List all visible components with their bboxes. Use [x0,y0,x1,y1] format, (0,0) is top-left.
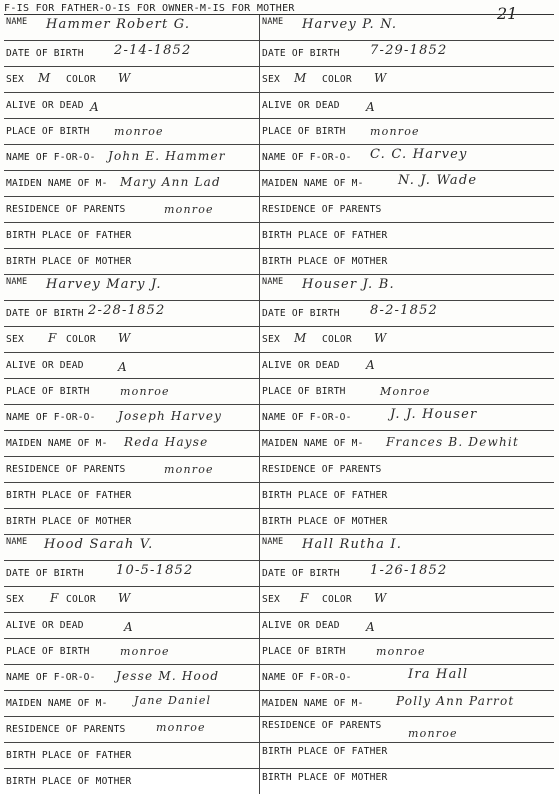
pob-label: PLACE OF BIRTH [262,646,346,657]
record-1-name: Hammer Robert G. [46,17,191,32]
record-6-mother-cell [260,691,554,716]
color-label: COLOR [66,594,96,605]
record-5-dob-cell [4,561,260,586]
record-1-sex: M [38,71,52,85]
bp-mother-label: BIRTH PLACE OF MOTHER [6,516,132,527]
record-5-mother: Jane Daniel [134,694,212,707]
record-1-mother-cell [4,171,260,196]
record-4-alive: A [366,358,376,372]
record-6-color: W [374,591,388,605]
record-2-alive-cell [260,93,554,118]
record-3-father: Joseph Harvey [118,409,223,423]
pob-row [4,379,554,405]
record-6-residence-cell [260,717,554,742]
alive-label: ALIVE OR DEAD [6,100,84,111]
record-6-bpm-cell [260,769,554,794]
dob-label: DATE OF BIRTH [262,48,340,59]
color-label: COLOR [66,74,96,85]
mother-row [4,431,554,457]
record-1-alive: A [90,100,100,114]
record-2-dob-cell [260,41,554,66]
color-label: COLOR [322,594,352,605]
record-4-name: Houser J. B. [302,277,395,292]
record-4-mother: Frances B. Dewhit [386,435,519,449]
record-3-mother: Reda Hayse [124,435,209,449]
record-6-dob: 1-26-1852 [370,563,448,578]
father-label: NAME OF F-OR-O- [6,672,96,683]
sex-label: SEX [6,594,24,605]
bp-father-label: BIRTH PLACE OF FATHER [262,230,388,241]
record-4-dob-cell [260,301,554,326]
record-4-dob: 8-2-1852 [370,303,439,318]
record-2-name: Harvey P. N. [302,17,398,32]
dob-row [4,561,554,587]
pob-row [4,119,554,145]
record-6-alive: A [366,620,376,634]
record-6-sex-cell [260,587,554,612]
sex-color-row [4,67,554,93]
mother-label: MAIDEN NAME OF M- [6,438,108,449]
sex-label: SEX [262,594,280,605]
pob-label: PLACE OF BIRTH [262,126,346,137]
record-5-bpf-cell [4,743,260,768]
record-1-cell [4,15,260,40]
father-label: NAME OF F-OR-O- [262,412,352,423]
father-label: NAME OF F-OR-O- [6,412,96,423]
residence-label: RESIDENCE OF PARENTS [6,464,126,475]
record-grid [4,14,554,794]
dob-row [4,41,554,67]
bp-father-row [4,743,554,769]
alive-row [4,613,554,639]
record-3-sex: F [48,331,58,345]
record-1-mother: Mary Ann Lad [120,175,221,189]
bp-father-label: BIRTH PLACE OF FATHER [6,230,132,241]
record-6-father-cell [260,665,554,690]
record-5-color: W [118,591,132,605]
alive-label: ALIVE OR DEAD [262,360,340,371]
pob-label: PLACE OF BIRTH [6,386,90,397]
record-1-residence: monroe [164,203,214,216]
page-number: 21 [497,4,518,23]
record-3-pob: monroe [120,385,170,398]
record-5-sex-cell [4,587,260,612]
record-4-pob-cell [260,379,554,404]
alive-row [4,93,554,119]
record-2-dob: 7-29-1852 [370,43,448,58]
record-6-cell [260,535,554,560]
record-2-cell [260,15,554,40]
record-3-bpm-cell [4,509,260,534]
residence-label: RESIDENCE OF PARENTS [262,204,382,215]
pob-label: PLACE OF BIRTH [262,386,346,397]
record-6-alive-cell [260,613,554,638]
record-5-father: Jesse M. Hood [116,669,220,683]
record-6-bpf-cell [260,743,554,768]
record-3-dob-cell [4,301,260,326]
record-4-sex-cell [260,327,554,352]
record-3-alive: A [118,360,128,374]
record-5-mother-cell [4,691,260,716]
name-label: NAME [262,537,284,547]
record-4-sex: M [294,331,308,345]
father-row [4,405,554,431]
name-label: NAME [262,17,284,27]
name-label: NAME [6,17,28,27]
name-label: NAME [6,277,28,287]
sex-label: SEX [6,334,24,345]
record-1-color: W [118,71,132,85]
record-5-alive-cell [4,613,260,638]
dob-label: DATE OF BIRTH [262,568,340,579]
record-5-cell [4,535,260,560]
name-row [4,535,554,561]
record-4-bpf-cell [260,483,554,508]
mother-label: MAIDEN NAME OF M- [262,438,364,449]
record-2-sex: M [294,71,308,85]
name-row [4,275,554,301]
record-1-alive-cell [4,93,260,118]
residence-label: RESIDENCE OF PARENTS [6,724,126,735]
record-5-pob: monroe [120,645,170,658]
record-3-mother-cell [4,431,260,456]
name-label: NAME [6,537,28,547]
record-6-residence: monroe [408,727,458,740]
record-6-father: Ira Hall [408,667,469,682]
record-2-alive: A [366,100,376,114]
mother-label: MAIDEN NAME OF M- [262,178,364,189]
dob-label: DATE OF BIRTH [6,48,84,59]
record-1-bpf-cell [4,223,260,248]
residence-row [4,197,554,223]
mother-row [4,691,554,717]
record-6-mother: Polly Ann Parrot [396,694,515,708]
bp-father-row [4,483,554,509]
father-label: NAME OF F-OR-O- [6,152,96,163]
record-3-alive-cell [4,353,260,378]
alive-label: ALIVE OR DEAD [262,620,340,631]
bp-mother-label: BIRTH PLACE OF MOTHER [6,776,132,787]
record-5-dob: 10-5-1852 [116,563,194,578]
bp-father-row [4,223,554,249]
record-4-bpm-cell [260,509,554,534]
record-5-residence: monroe [156,721,206,734]
sex-label: SEX [262,74,280,85]
sex-label: SEX [6,74,24,85]
record-3-dob: 2-28-1852 [88,303,166,318]
record-4-cell [260,275,554,300]
record-4-residence-cell [260,457,554,482]
residence-label: RESIDENCE OF PARENTS [262,720,382,731]
name-label: NAME [262,277,284,287]
record-2-father-cell [260,145,554,170]
color-label: COLOR [66,334,96,345]
record-1-dob-cell [4,41,260,66]
record-5-residence-cell [4,717,260,742]
sex-label: SEX [262,334,280,345]
name-row [4,15,554,41]
residence-label: RESIDENCE OF PARENTS [6,204,126,215]
pob-label: PLACE OF BIRTH [6,646,90,657]
sex-color-row [4,327,554,353]
bp-mother-row [4,509,554,535]
record-6-name: Hall Rutha I. [302,537,403,552]
record-2-mother: N. J. Wade [398,173,478,188]
record-5-bpm-cell [4,769,260,794]
bp-mother-label: BIRTH PLACE OF MOTHER [262,516,388,527]
record-1-father-cell [4,145,260,170]
color-label: COLOR [322,334,352,345]
record-5-alive: A [124,620,134,634]
record-6-pob: monroe [376,645,426,658]
dob-row [4,301,554,327]
record-3-color: W [118,331,132,345]
record-3-sex-cell [4,327,260,352]
record-3-residence-cell [4,457,260,482]
record-1-pob: monroe [114,125,164,138]
sex-color-row [4,587,554,613]
bp-mother-label: BIRTH PLACE OF MOTHER [6,256,132,267]
record-1-sex-cell [4,67,260,92]
pob-label: PLACE OF BIRTH [6,126,90,137]
record-2-sex-cell [260,67,554,92]
record-2-mother-cell [260,171,554,196]
pob-row [4,639,554,665]
residence-row [4,457,554,483]
alive-label: ALIVE OR DEAD [262,100,340,111]
record-6-dob-cell [260,561,554,586]
record-4-father: J. J. Houser [390,407,478,422]
mother-label: MAIDEN NAME OF M- [262,698,364,709]
record-5-name: Hood Sarah V. [44,537,154,552]
mother-label: MAIDEN NAME OF M- [6,178,108,189]
color-label: COLOR [322,74,352,85]
residence-label: RESIDENCE OF PARENTS [262,464,382,475]
father-row [4,665,554,691]
form-header: F-IS FOR FATHER-O-IS FOR OWNER-M-IS FOR MOTHER [4,3,295,14]
record-1-dob: 2-14-1852 [114,43,192,58]
record-2-bpm-cell [260,249,554,274]
record-3-name: Harvey Mary J. [46,277,162,292]
record-1-bpm-cell [4,249,260,274]
mother-row [4,171,554,197]
record-2-pob: monroe [370,125,420,138]
record-3-father-cell [4,405,260,430]
bp-mother-row [4,769,554,794]
bp-mother-label: BIRTH PLACE OF MOTHER [262,772,388,783]
bp-father-label: BIRTH PLACE OF FATHER [6,490,132,501]
father-row [4,145,554,171]
alive-row [4,353,554,379]
record-2-color: W [374,71,388,85]
record-3-residence: monroe [164,463,214,476]
bp-mother-row [4,249,554,275]
record-1-father: John E. Hammer [108,149,226,163]
record-3-cell [4,275,260,300]
record-2-pob-cell [260,119,554,144]
alive-label: ALIVE OR DEAD [6,620,84,631]
dob-label: DATE OF BIRTH [6,568,84,579]
father-label: NAME OF F-OR-O- [262,672,352,683]
record-3-pob-cell [4,379,260,404]
record-2-father: C. C. Harvey [370,147,468,162]
record-6-pob-cell [260,639,554,664]
record-4-color: W [374,331,388,345]
father-label: NAME OF F-OR-O- [262,152,352,163]
record-2-bpf-cell [260,223,554,248]
bp-father-label: BIRTH PLACE OF FATHER [6,750,132,761]
record-1-residence-cell [4,197,260,222]
dob-label: DATE OF BIRTH [6,308,84,319]
bp-mother-label: BIRTH PLACE OF MOTHER [262,256,388,267]
record-6-sex: F [300,591,310,605]
record-5-father-cell [4,665,260,690]
record-4-father-cell [260,405,554,430]
bp-father-label: BIRTH PLACE OF FATHER [262,490,388,501]
bp-father-label: BIRTH PLACE OF FATHER [262,746,388,757]
record-4-mother-cell [260,431,554,456]
record-5-pob-cell [4,639,260,664]
record-2-residence-cell [260,197,554,222]
record-3-bpf-cell [4,483,260,508]
record-5-sex: F [50,591,60,605]
record-4-pob: Monroe [380,385,431,398]
mother-label: MAIDEN NAME OF M- [6,698,108,709]
record-1-pob-cell [4,119,260,144]
dob-label: DATE OF BIRTH [262,308,340,319]
record-4-alive-cell [260,353,554,378]
alive-label: ALIVE OR DEAD [6,360,84,371]
residence-row [4,717,554,743]
